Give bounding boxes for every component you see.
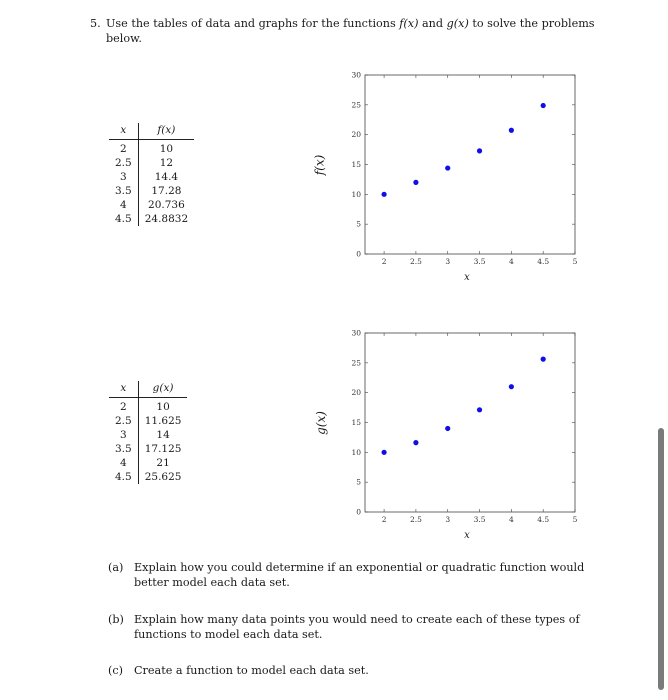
- data-point: [413, 440, 418, 445]
- x-tick-label: 2: [381, 515, 387, 524]
- table-f: [109, 123, 194, 226]
- part-a: [108, 560, 598, 590]
- y-tick-label: 10: [351, 189, 361, 199]
- table-f-value-cell: 17.28: [151, 185, 182, 197]
- x-tick-label: 4.5: [537, 515, 550, 524]
- data-point: [541, 357, 546, 362]
- x-tick-label: 3: [445, 257, 451, 266]
- data-point: [477, 407, 482, 412]
- table-f-value-cell: 20.736: [148, 199, 185, 211]
- table-f-value-cell: 14.4: [154, 171, 179, 183]
- table-g-x-cell: 2.5: [109, 414, 138, 428]
- part-a-label: (a): [108, 561, 124, 574]
- x-axis-label: x: [464, 530, 470, 541]
- x-tick-label: 3.5: [473, 257, 486, 266]
- question-text-mid: and: [418, 17, 447, 30]
- table-f-x-cell: 2.5: [109, 156, 138, 170]
- table-g-row: [109, 470, 187, 484]
- y-tick-label: 20: [351, 388, 361, 398]
- data-point: [541, 103, 546, 108]
- plot-frame: [365, 75, 575, 254]
- table-g-row: [109, 398, 187, 415]
- x-tick-label: 5: [572, 257, 578, 266]
- x-tick-label: 2: [381, 257, 387, 266]
- table-g-header-gx: g(x): [138, 381, 187, 398]
- part-b-text: Explain how many data points you would need to create each of these types of functions to model each data set.: [134, 613, 580, 641]
- table-g-x-cell: 4.5: [109, 470, 138, 484]
- table-f-row: [109, 184, 194, 198]
- x-tick-label: 4.5: [537, 257, 550, 266]
- question-text: [106, 16, 602, 46]
- table-f-row: [109, 140, 194, 157]
- part-b: [108, 612, 598, 642]
- data-point: [381, 192, 386, 197]
- table-g-row: [109, 456, 187, 470]
- table-g-value-cell: 14: [156, 429, 170, 441]
- table-g-row: [109, 428, 187, 442]
- table-g-x-cell: 3: [109, 428, 138, 442]
- x-tick-label: 4: [508, 515, 514, 524]
- table-f-x-cell: 3.5: [109, 184, 138, 198]
- plot-g-ylabel: g(x): [313, 411, 328, 435]
- table-g-value-cell: 11.625: [144, 415, 182, 427]
- y-tick-label: 25: [351, 100, 361, 110]
- table-f-header-fx: f(x): [138, 123, 194, 140]
- data-point: [477, 148, 482, 153]
- table-g: [109, 381, 187, 484]
- part-c-label: (c): [108, 664, 123, 677]
- table-g-value-cell: 10: [156, 401, 170, 413]
- y-tick-label: 30: [351, 70, 361, 80]
- part-c: [108, 663, 598, 678]
- part-a-text: Explain how you could determine if an exponential or quadratic function would better model each data set.: [134, 561, 585, 589]
- plot-f: [330, 70, 590, 290]
- data-point: [509, 384, 514, 389]
- x-tick-label: 3: [445, 515, 451, 524]
- y-tick-label: 15: [351, 418, 361, 427]
- table-f-value-cell: 12: [159, 157, 174, 169]
- table-g-x-cell: 2: [109, 398, 138, 415]
- data-point: [445, 165, 450, 170]
- table-f-x-cell: 2: [109, 140, 138, 157]
- data-point: [445, 426, 450, 431]
- f-symbol: f(x): [399, 17, 419, 30]
- y-tick-label: 5: [356, 477, 361, 487]
- question-number: 5.: [90, 17, 101, 30]
- table-f-value-cell: 10: [159, 143, 174, 155]
- plot-g: [330, 328, 590, 548]
- x-axis-label: x: [464, 272, 470, 283]
- g-symbol: g(x): [446, 17, 469, 30]
- y-tick-label: 5: [356, 219, 361, 229]
- table-g-value-cell: 17.125: [144, 443, 182, 455]
- y-tick-label: 25: [351, 358, 361, 368]
- table-f-row: [109, 156, 194, 170]
- data-point: [413, 180, 418, 185]
- x-tick-label: 4: [508, 257, 514, 266]
- y-tick-label: 10: [351, 447, 361, 457]
- table-f-x-cell: 4.5: [109, 212, 138, 226]
- table-f-value-cell: 24.8832: [144, 213, 189, 225]
- table-f-x-cell: 4: [109, 198, 138, 212]
- y-tick-label: 20: [351, 130, 361, 140]
- question-text-post: to solve the problems below.: [106, 17, 595, 45]
- table-f-row: [109, 170, 194, 184]
- table-f-row: [109, 198, 194, 212]
- x-tick-label: 2.5: [409, 257, 422, 266]
- vertical-scrollbar[interactable]: [658, 428, 664, 690]
- x-tick-label: 2.5: [409, 515, 422, 524]
- table-g-header-x: x: [109, 381, 138, 398]
- table-g-x-cell: 3.5: [109, 442, 138, 456]
- part-b-label: (b): [108, 613, 124, 626]
- y-tick-label: 0: [356, 249, 361, 259]
- table-g-row: [109, 414, 187, 428]
- table-g-row: [109, 442, 187, 456]
- data-point: [509, 128, 514, 133]
- question-text-pre: Use the tables of data and graphs for the functions: [106, 17, 400, 30]
- plot-f-ylabel: f(x): [312, 154, 327, 176]
- y-tick-label: 0: [356, 507, 361, 517]
- table-f-row: [109, 212, 194, 226]
- part-c-text: Create a function to model each data set.: [134, 664, 369, 677]
- table-f-x-cell: 3: [109, 170, 138, 184]
- table-f-header-x: x: [109, 123, 138, 140]
- y-tick-label: 30: [351, 328, 361, 338]
- question-prompt: [92, 16, 602, 46]
- data-point: [381, 450, 386, 455]
- table-g-x-cell: 4: [109, 456, 138, 470]
- table-g-value-cell: 21: [156, 457, 170, 469]
- x-tick-label: 5: [572, 515, 578, 524]
- table-g-value-cell: 25.625: [144, 471, 182, 483]
- y-tick-label: 15: [351, 160, 361, 169]
- x-tick-label: 3.5: [473, 515, 486, 524]
